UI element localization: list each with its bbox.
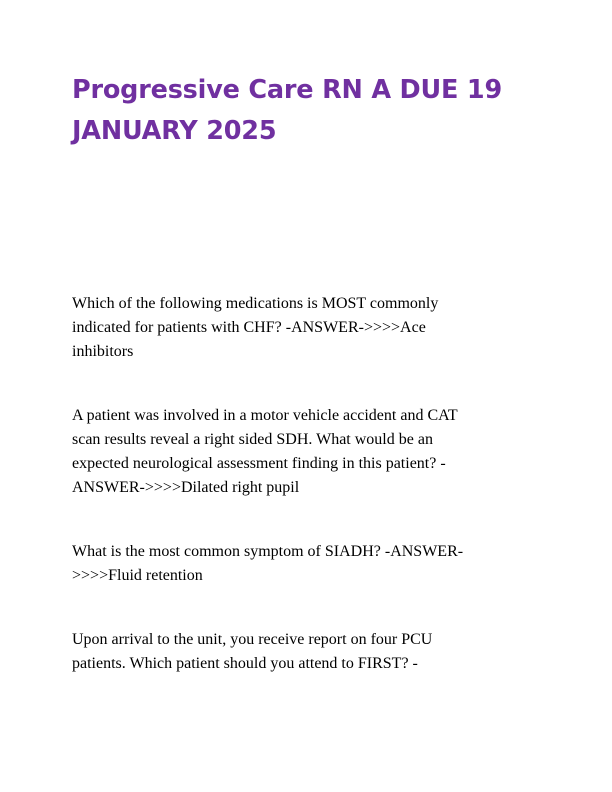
paragraph-line: What is the most common symptom of SIADH? -ANSWER- (72, 543, 464, 560)
paragraph-line: A patient was involved in a motor vehicle accident and CAT (72, 407, 458, 424)
question-paragraph (72, 404, 540, 500)
paragraph-line: inhibitors (72, 343, 134, 360)
paragraph-line: scan results reveal a right sided SDH. What would be an (72, 431, 433, 448)
paragraph-line: expected neurological assessment finding in this patient? - (72, 455, 446, 472)
paragraph-line: ANSWER->>>>Dilated right pupil (72, 479, 300, 496)
paragraph-line: Upon arrival to the unit, you receive report on four PCU (72, 631, 433, 648)
question-paragraph (72, 628, 540, 676)
document-title (72, 70, 540, 152)
paragraph-line: Which of the following medications is MOST commonly (72, 295, 439, 312)
question-paragraph (72, 292, 540, 364)
paragraph-line: indicated for patients with CHF? -ANSWER->>>>Ace (72, 319, 426, 336)
title-line: JANUARY 2025 (72, 116, 277, 146)
question-paragraph (72, 540, 540, 588)
paragraph-line: patients. Which patient should you attend to FIRST? - (72, 655, 418, 672)
title-line: Progressive Care RN A DUE 19 (72, 75, 502, 105)
paragraph-line: >>>>Fluid retention (72, 567, 203, 584)
